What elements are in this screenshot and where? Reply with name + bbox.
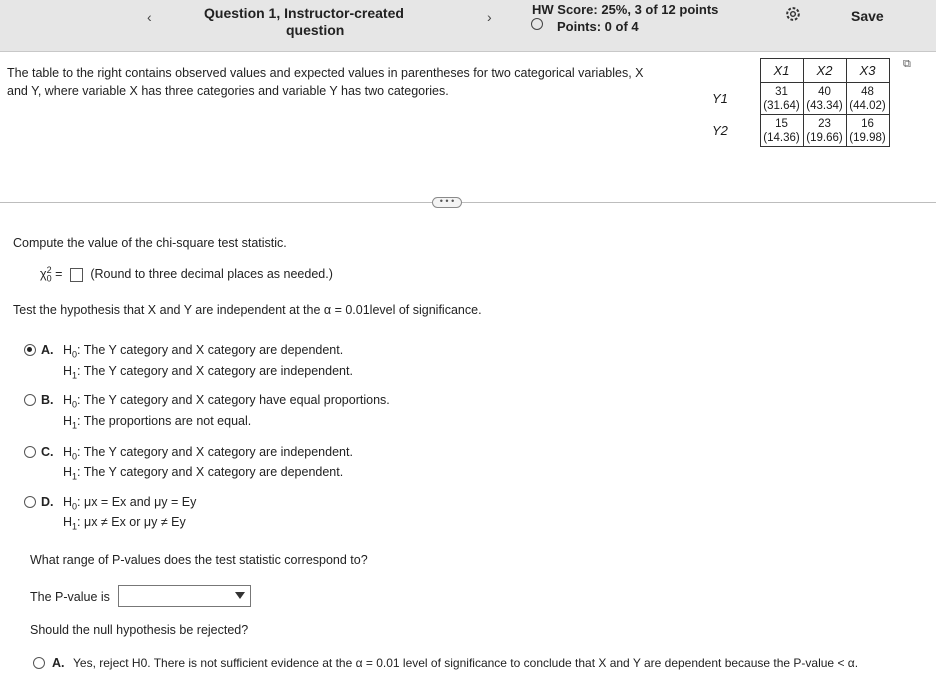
- copy-icon[interactable]: ⧉: [903, 58, 911, 70]
- table-cell: 31 (31.64): [760, 83, 803, 115]
- chevron-down-icon: [235, 592, 245, 599]
- column-header: X1: [760, 59, 803, 83]
- option-a-letter: A.: [41, 343, 54, 357]
- option-b-radio[interactable]: [24, 394, 36, 406]
- option-b-h1: $H_1$: The proportions are not equal.: [63, 414, 252, 431]
- pvalue-question: What range of P-values does the test statistic correspond to?: [30, 553, 368, 567]
- option-a-h1: $H_1$: The Y category and X category are independent.: [63, 364, 353, 381]
- points: Points: 0 of 4: [557, 19, 639, 34]
- chi-square-symbol: $\chi_0^2$: [40, 265, 52, 284]
- reject-option-a-text: Yes, reject H0. There is not sufficient evidence at the α = 0.01 level of significance to conclude that X and Y are dependent because the P-value < α.: [73, 656, 859, 670]
- option-a-h0: $H_0$: The Y category and X category are dependent.: [63, 343, 344, 360]
- option-b-letter: B.: [41, 393, 54, 407]
- option-c-h1: $H_1$: The Y category and X category are dependent.: [63, 465, 344, 482]
- option-c-letter: C.: [41, 445, 54, 459]
- chevron-left-icon[interactable]: ‹: [147, 9, 152, 25]
- table-cell: 23 (19.66): [803, 115, 846, 147]
- contingency-table: [710, 58, 890, 147]
- table-row: [710, 83, 889, 115]
- chevron-right-icon[interactable]: ›: [487, 9, 492, 25]
- table-cell: 48 (44.02): [846, 83, 889, 115]
- chi-square-answer-input[interactable]: [70, 268, 83, 282]
- option-d-h0: $H_0$: μx = Ex and μy = Ey: [63, 495, 197, 512]
- pvalue-label: The P-value is: [30, 590, 110, 604]
- reject-option-a-letter: A.: [52, 656, 65, 670]
- question-title: Question 1, Instructor-created: [204, 5, 404, 21]
- table-cell: 16 (19.98): [846, 115, 889, 147]
- chi-square-row: $\chi_0^2$ = (Round to three decimal places as needed.): [40, 265, 333, 284]
- table-cell: 40 (43.34): [803, 83, 846, 115]
- save-button[interactable]: Save: [851, 8, 884, 24]
- table-cell: 15 (14.36): [760, 115, 803, 147]
- question-title-line2: question: [286, 22, 345, 38]
- pvalue-dropdown[interactable]: [118, 585, 251, 607]
- compute-prompt: Compute the value of the chi-square test statistic.: [13, 236, 287, 250]
- statement-line-2: and Y, where variable X has three categories and variable Y has two categories.: [7, 84, 449, 98]
- gear-icon[interactable]: [784, 5, 802, 23]
- option-c-radio[interactable]: [24, 446, 36, 458]
- option-a-radio[interactable]: [24, 344, 36, 356]
- problem-statement: [7, 64, 697, 100]
- option-d-radio[interactable]: [24, 496, 36, 508]
- points-status-icon: [531, 18, 543, 30]
- option-b-h0: $H_0$: The Y category and X category have equal proportions.: [63, 393, 390, 410]
- top-bar: [0, 0, 936, 52]
- option-d-letter: D.: [41, 495, 54, 509]
- column-header: X2: [803, 59, 846, 83]
- reject-question: Should the null hypothesis be rejected?: [30, 623, 249, 637]
- option-c-h0: $H_0$: The Y category and X category are independent.: [63, 445, 353, 462]
- hw-score: HW Score: 25%, 3 of 12 points: [532, 2, 719, 17]
- divider: [0, 202, 936, 203]
- row-header: Y1: [710, 83, 760, 115]
- rounding-hint: (Round to three decimal places as needed.): [90, 267, 333, 282]
- row-header: Y2: [710, 115, 760, 147]
- more-button[interactable]: • • •: [432, 197, 462, 208]
- column-header: X3: [846, 59, 889, 83]
- reject-option-a-radio[interactable]: [33, 657, 45, 669]
- statement-line-1: The table to the right contains observed values and expected values in parentheses for two categorical variables, X: [7, 66, 644, 80]
- option-d-h1: $H_1$: μx ≠ Ex or μy ≠ Ey: [63, 515, 186, 532]
- hypothesis-prompt: Test the hypothesis that X and Y are independent at the α = 0.01level of significance.: [13, 303, 482, 317]
- table-row: [710, 115, 889, 147]
